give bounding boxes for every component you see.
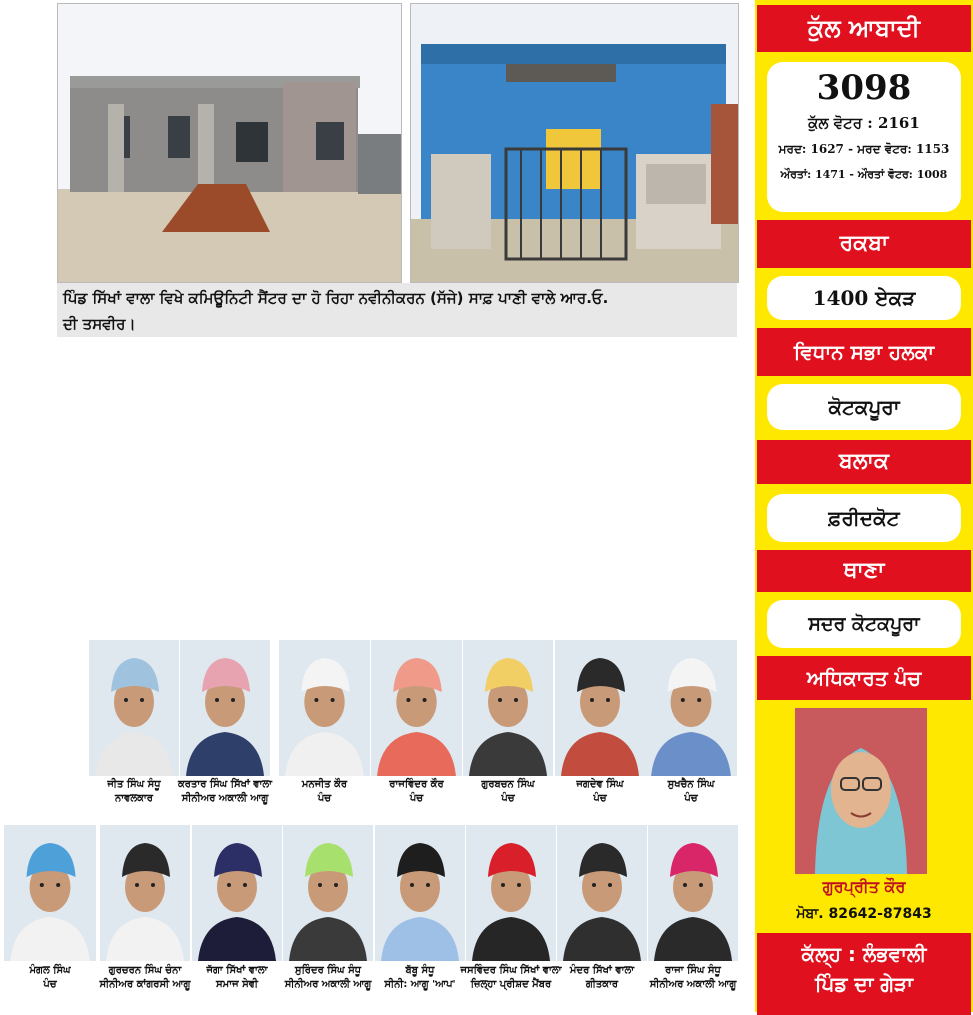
person-photo xyxy=(555,640,645,776)
portrait-image xyxy=(89,640,179,776)
population-heading: ਕੁੱਲ ਆਬਾਦੀ xyxy=(757,5,971,52)
tomorrow-footer xyxy=(757,933,971,1015)
person-role: ਸੀਨੀਅਰ ਅਕਾਲੀ ਆਗੂ xyxy=(649,979,737,990)
person-name: ਮਨਜੀਤ ਕੌਰ xyxy=(301,779,348,790)
person-photo xyxy=(375,825,465,961)
person-name: ਜੀਤ ਸਿੰਘ ਸੰਧੂ xyxy=(107,779,161,790)
person-name: ਰਾਜਾ ਸਿੰਘ ਸੰਧੂ xyxy=(665,965,721,976)
person-role: ਪੰਚ xyxy=(593,793,607,804)
person-role: ਸੀਨੀ: ਆਗੂ 'ਆਪ' xyxy=(384,979,456,990)
police-station-heading: ਥਾਣਾ xyxy=(757,550,971,592)
area-value: 1400 ਏਕੜ xyxy=(767,276,961,320)
panch-photo xyxy=(795,708,927,874)
person-role: ਨਾਵਲਕਾਰ xyxy=(114,793,153,804)
person-photo xyxy=(648,825,738,961)
person-photo xyxy=(180,640,270,776)
person-photo xyxy=(466,825,556,961)
panch-phone: ਮੋਬਾ. 82642-87843 xyxy=(796,906,932,922)
population-total: 3098 xyxy=(816,68,912,108)
area-heading: ਰਕਬਾ xyxy=(757,220,971,268)
portrait-image xyxy=(283,825,373,961)
person-role: ਪੰਚ xyxy=(684,793,698,804)
person-photo xyxy=(89,640,179,776)
block-heading: ਬਲਾਕ xyxy=(757,440,971,484)
portrait-image xyxy=(180,640,270,776)
person-role: ਗੀਤਕਾਰ xyxy=(585,979,619,990)
portrait-image xyxy=(463,640,553,776)
ro-plant-photo xyxy=(410,3,739,283)
caption-line-2: ਦੀ ਤਸਵੀਰ। xyxy=(63,315,136,333)
female-stats: ਔਰਤਾਂ: 1471 - ਔਰਤਾਂ ਵੋਟਰ: 1008 xyxy=(780,168,948,181)
person-role: ਸੀਨੀਅਰ ਅਕਾਲੀ ਆਗੂ xyxy=(284,979,372,990)
person-photo xyxy=(192,825,282,961)
panch-heading: ਅਧਿਕਾਰਤ ਪੰਚ xyxy=(757,656,971,700)
portrait-image xyxy=(192,825,282,961)
person-photo xyxy=(100,825,190,961)
person-role: ਸੀਨੀਅਰ ਅਕਾਲੀ ਆਗੂ xyxy=(181,793,269,804)
block-value: ਫ਼ਰੀਦਕੋਟ xyxy=(767,494,961,542)
community-center-photo xyxy=(57,3,402,283)
voters-total: ਕੁੱਲ ਵੋਟਰ : 2161 xyxy=(808,114,920,132)
portrait-image xyxy=(4,825,96,961)
tomorrow-village: ਕੱਲ੍ਹ : ਲੰਭਵਾਲੀ xyxy=(801,942,927,966)
person-photo xyxy=(4,825,96,961)
person-name: ਜਗਦੇਵ ਸਿੰਘ xyxy=(576,779,624,790)
person-name: ਮੰਦਰ ਸਿੱਖਾਂ ਵਾਲਾ xyxy=(569,965,635,976)
tomorrow-feature: ਪਿੰਡ ਦਾ ਗੇੜਾ xyxy=(815,972,913,996)
person-name: ਸੁਰਿੰਦਰ ਸਿੰਘ ਸੰਧੂ xyxy=(294,965,362,976)
ro-plant-image xyxy=(411,4,738,282)
male-stats: ਮਰਦ: 1627 - ਮਰਦ ਵੋਟਰ: 1153 xyxy=(778,142,950,156)
person-name: ਜਸਵਿੰਦਰ ਸਿੰਘ ਸਿੱਖਾਂ ਵਾਲਾ xyxy=(460,965,562,976)
portrait-image xyxy=(100,825,190,961)
person-caption xyxy=(638,964,748,992)
portrait-image xyxy=(557,825,647,961)
panch-portrait xyxy=(795,708,927,874)
portrait-image xyxy=(371,640,462,776)
person-role: ਪੰਚ xyxy=(317,793,332,804)
portrait-image xyxy=(555,640,645,776)
panch-name: ਗੁਰਪ੍ਰੀਤ ਕੌਰ xyxy=(822,877,906,896)
person-name: ਗੁਰਬਚਨ ਸਿੰਘ xyxy=(481,779,535,790)
person-role: ਪੰਚ xyxy=(501,793,515,804)
person-role: ਸਮਾਜ ਸੇਵੀ xyxy=(215,979,259,990)
person-name: ਬੱਬੂ ਸੰਧੂ xyxy=(405,965,435,976)
person-name: ਕਰਤਾਰ ਸਿੰਘ ਸਿੱਖਾਂ ਵਾਲਾ xyxy=(177,779,273,790)
portrait-image xyxy=(375,825,465,961)
portrait-image xyxy=(466,825,556,961)
person-name: ਮੰਗਲ ਸਿੰਘ xyxy=(29,965,71,976)
person-photo xyxy=(283,825,373,961)
person-name: ਜੱਗਾ ਸਿੱਖਾਂ ਵਾਲਾ xyxy=(206,965,268,976)
person-photo xyxy=(557,825,647,961)
constituency-heading: ਵਿਧਾਨ ਸਭਾ ਹਲਕਾ xyxy=(757,328,971,376)
person-role: ਸੀਨੀਅਰ ਕਾਂਗਰਸੀ ਆਗੂ xyxy=(99,979,191,990)
portrait-image xyxy=(648,825,738,961)
population-box xyxy=(767,62,961,212)
person-photo xyxy=(371,640,462,776)
person-photo xyxy=(279,640,370,776)
person-name: ਗੁਰਚਰਨ ਸਿੰਘ ਚੰਨਾ xyxy=(108,965,182,976)
person-photo xyxy=(645,640,737,776)
portrait-image xyxy=(279,640,370,776)
person-name: ਰਾਜਵਿੰਦਰ ਕੌਰ xyxy=(389,779,444,790)
person-role: ਜ਼ਿਲ੍ਹਾ ਪ੍ਰੀਸ਼ਦ ਮੈਂਬਰ xyxy=(470,979,552,990)
person-caption xyxy=(170,778,280,806)
community-center-image xyxy=(58,4,401,282)
person-name: ਸੁਖਚੈਨ ਸਿੰਘ xyxy=(667,779,715,790)
photo-caption xyxy=(57,283,737,337)
person-caption xyxy=(635,778,747,806)
person-photo xyxy=(463,640,553,776)
person-role: ਪੰਚ xyxy=(409,793,424,804)
police-station-value: ਸਦਰ ਕੋਟਕਪੂਰਾ xyxy=(767,600,961,648)
person-role: ਪੰਚ xyxy=(43,979,57,990)
caption-line-1: ਪਿੰਡ ਸਿੱਖਾਂ ਵਾਲਾ ਵਿਖੇ ਕਮਿਊਨਿਟੀ ਸੈਂਟਰ ਦਾ ਹੋ ਰਿਹਾ ਨਵੀਨੀਕਰਨ (ਸੱਜੇ) ਸਾਫ਼ ਪਾਣੀ ਵਾਲੇ ਆਰ.ਓ. xyxy=(63,289,609,307)
constituency-value: ਕੋਟਕਪੂਰਾ xyxy=(767,384,961,430)
portrait-image xyxy=(645,640,737,776)
village-info-sidebar xyxy=(755,0,973,1012)
